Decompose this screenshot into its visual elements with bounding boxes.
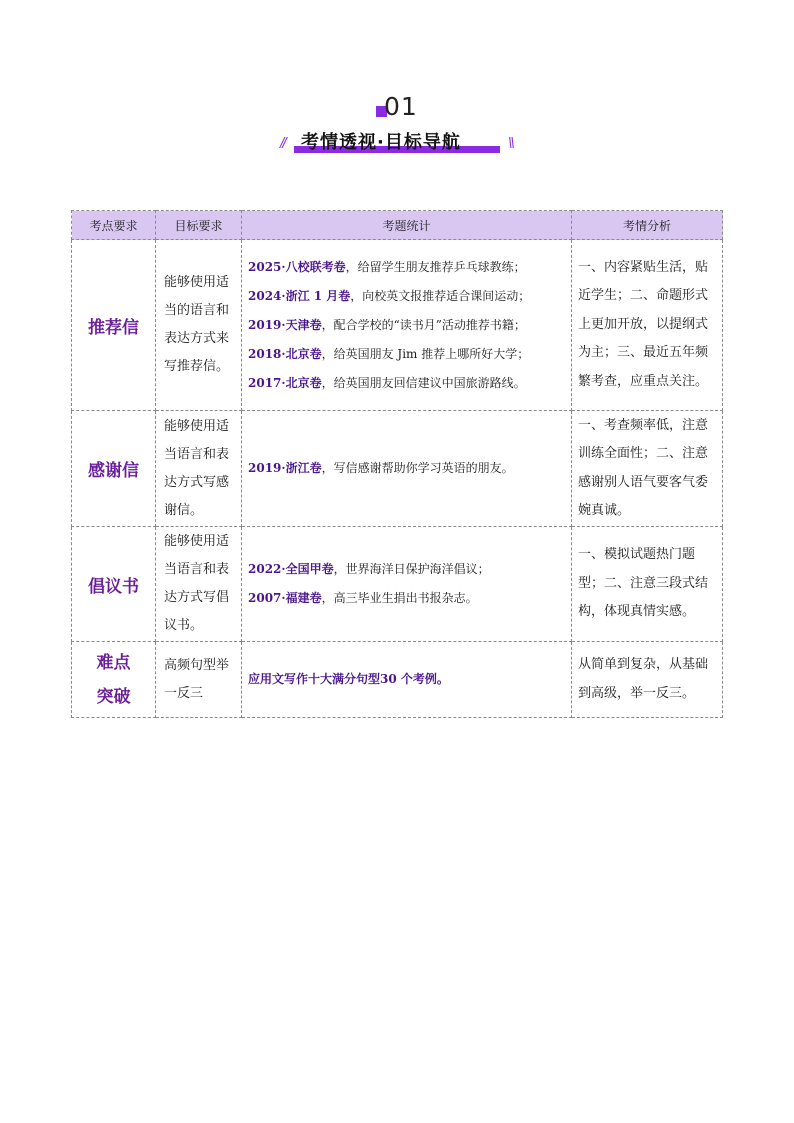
- exam-label: 2025·八校联考卷: [248, 259, 346, 274]
- analysis-cell: 从简单到复杂，从基础到高级，举一反三。: [572, 642, 723, 718]
- column-header: 考点要求: [72, 211, 156, 240]
- goal-cell: 能够使用适当语言和表达方式写感谢信。: [156, 411, 242, 527]
- left-slash-decoration: //: [280, 136, 285, 151]
- analysis-cell: 一、模拟试题热门题型；二、注意三段式结构，体现真情实感。: [572, 527, 723, 642]
- table-row: [72, 240, 723, 411]
- exam-text: ，向校英文报推荐适合课间运动；: [350, 288, 531, 303]
- analysis-cell: 一、考查频率低，注意训练全面性；二、注意感谢别人语气要客气委婉真诚。: [572, 411, 723, 527]
- sentence-pattern-note: 应用文写作十大满分句型30 个考例。: [248, 672, 449, 686]
- exam-text: ，给英国朋友 Jim 推荐上哪所好大学；: [321, 346, 530, 361]
- column-header: 目标要求: [156, 211, 242, 240]
- goal-cell: 高频句型举一反三: [156, 642, 242, 718]
- section-number: 01: [384, 92, 418, 121]
- column-header: 考题统计: [242, 211, 572, 240]
- exam-label: 2019·浙江卷: [248, 461, 322, 475]
- stat-line: [248, 454, 567, 483]
- stat-line: [248, 311, 567, 340]
- exam-analysis-table: [71, 210, 723, 718]
- exam-label: 2018·北京卷: [248, 346, 322, 361]
- stat-line: [248, 282, 567, 311]
- exam-text: ，高三毕业生捐出书报杂志。: [321, 591, 478, 605]
- stats-cell: [242, 527, 572, 642]
- stat-line: [248, 369, 567, 398]
- goal-cell: 能够使用适当的语言和表达方式来写推荐信。: [156, 240, 242, 411]
- exam-text: ，写信感谢帮助你学习英语的朋友。: [321, 461, 514, 475]
- exam-text: ，给留学生朋友推荐乒乓球教练；: [345, 259, 526, 274]
- analysis-cell: 一、内容紧贴生活，贴近学生；二、命题形式上更加开放，以提纲式为主；三、最近五年频繁考查，应重点关注。: [572, 240, 723, 411]
- stat-line: [248, 584, 567, 613]
- goal-cell: 能够使用适当语言和表达方式写倡议书。: [156, 527, 242, 642]
- exam-text: ，配合学校的“读书月”活动推荐书籍；: [321, 317, 526, 332]
- column-header: 考情分析: [572, 211, 723, 240]
- exam-label: 2024·浙江 1 月卷: [248, 288, 351, 303]
- exam-label: 2007·福建卷: [248, 591, 322, 605]
- table-row: [72, 527, 723, 642]
- stat-line: [248, 340, 567, 369]
- section-title: 考情透视·目标导航: [301, 132, 461, 153]
- stats-cell: [242, 411, 572, 527]
- table-header-row: [72, 211, 723, 240]
- right-slash-decoration: \\: [508, 136, 513, 151]
- exam-text: ，世界海洋日保护海洋倡议；: [333, 562, 490, 576]
- exam-label: 2017·北京卷: [248, 375, 322, 390]
- stats-cell: [242, 642, 572, 718]
- topic-cell: 倡议书: [72, 527, 156, 642]
- table-row: [72, 642, 723, 718]
- topic-cell: 感谢信: [72, 411, 156, 527]
- topic-line: 难点: [96, 652, 131, 673]
- stats-cell: [242, 240, 572, 411]
- section-header: [0, 92, 794, 162]
- stat-line: [248, 253, 567, 282]
- topic-line: 突破: [96, 686, 131, 707]
- stat-line: [248, 555, 567, 584]
- table-row: [72, 411, 723, 527]
- exam-label: 2019·天津卷: [248, 317, 322, 332]
- topic-cell: 推荐信: [72, 240, 156, 411]
- exam-text: ，给英国朋友回信建议中国旅游路线。: [321, 375, 526, 390]
- topic-cell: [72, 642, 156, 718]
- exam-label: 2022·全国甲卷: [248, 562, 334, 576]
